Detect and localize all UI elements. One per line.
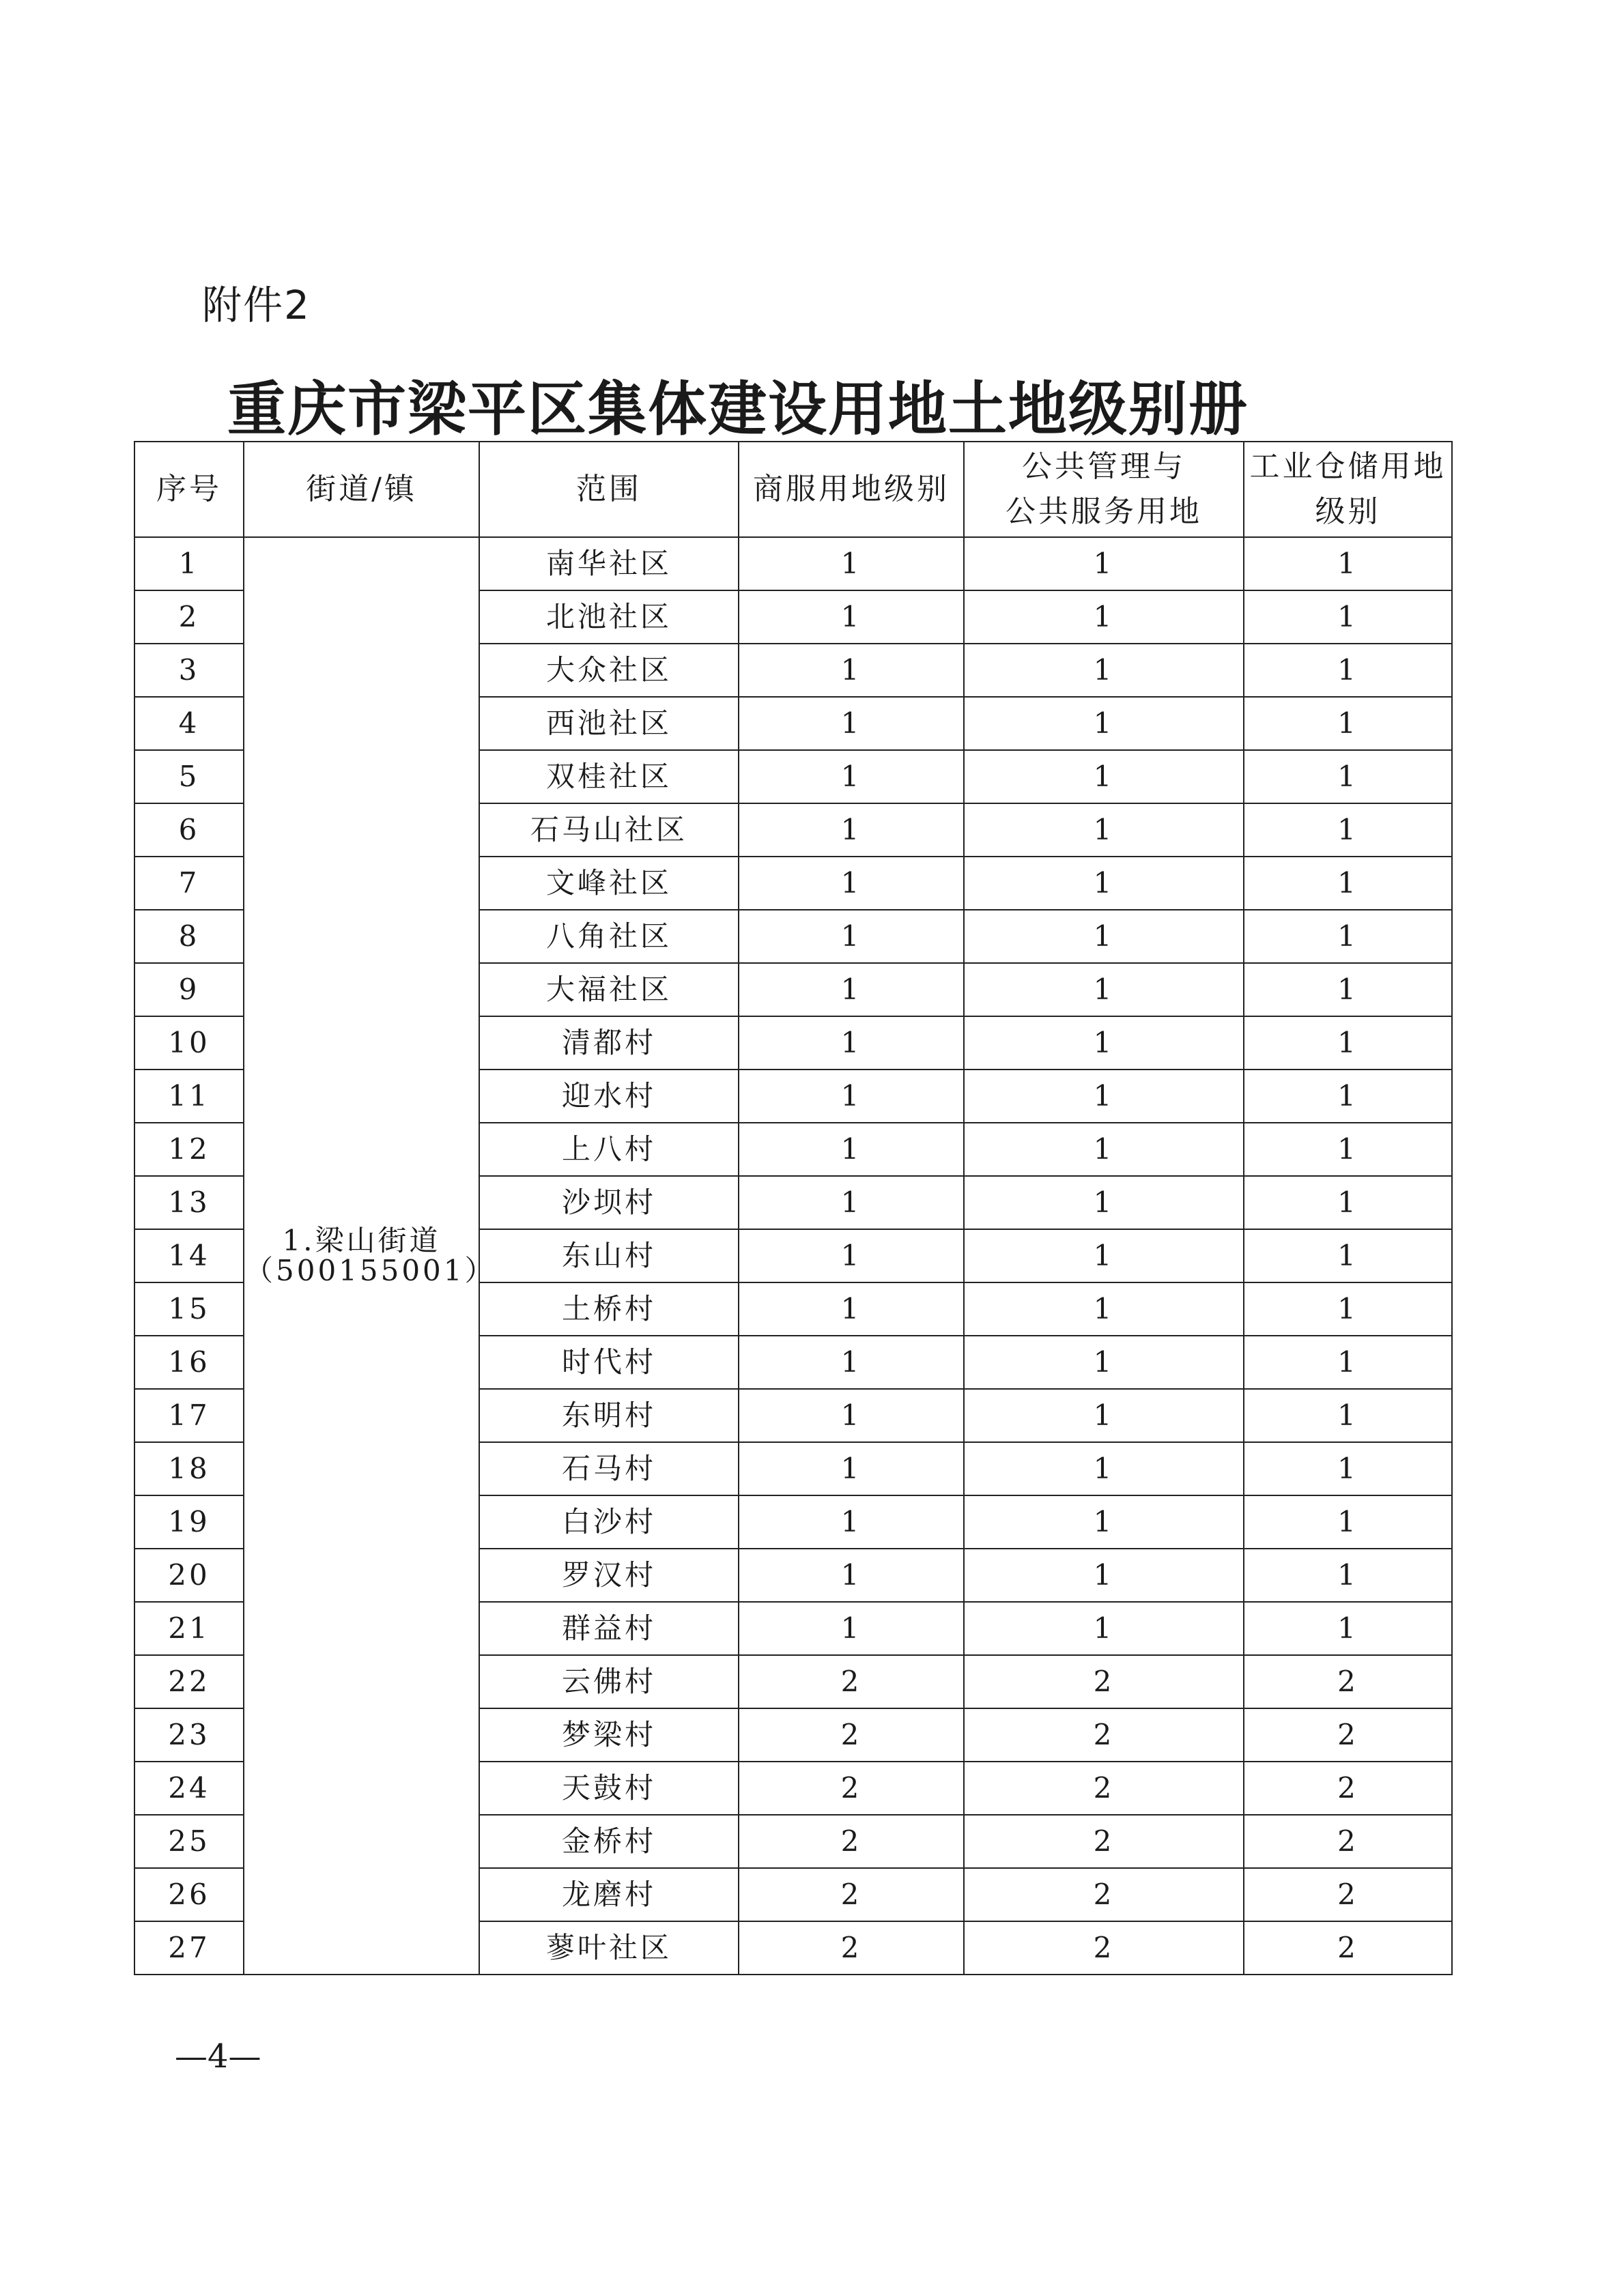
cell-scope: 梦梁村 xyxy=(479,1708,739,1762)
town-code: （500155001） xyxy=(244,1254,496,1287)
cell-seq: 18 xyxy=(134,1442,244,1495)
cell-industrial-grade: 1 xyxy=(1244,1070,1452,1123)
cell-industrial-grade: 2 xyxy=(1244,1868,1452,1921)
cell-public-service-grade: 2 xyxy=(964,1815,1244,1868)
cell-scope: 白沙村 xyxy=(479,1495,739,1549)
cell-public-service-grade: 1 xyxy=(964,1123,1244,1176)
cell-industrial-grade: 2 xyxy=(1244,1655,1452,1708)
header-public-service-grade: 公共管理与 公共服务用地 xyxy=(964,442,1244,537)
cell-commercial-grade: 2 xyxy=(739,1815,964,1868)
cell-industrial-grade: 1 xyxy=(1244,644,1452,697)
cell-industrial-grade: 1 xyxy=(1244,1336,1452,1389)
cell-industrial-grade: 1 xyxy=(1244,1016,1452,1070)
cell-public-service-grade: 1 xyxy=(964,1229,1244,1282)
cell-scope: 金桥村 xyxy=(479,1815,739,1868)
cell-scope: 天鼓村 xyxy=(479,1762,739,1815)
cell-commercial-grade: 1 xyxy=(739,537,964,590)
header-scope: 范围 xyxy=(479,442,739,537)
cell-public-service-grade: 1 xyxy=(964,1282,1244,1336)
cell-scope: 大众社区 xyxy=(479,644,739,697)
cell-public-service-grade: 2 xyxy=(964,1921,1244,1975)
cell-scope: 南华社区 xyxy=(479,537,739,590)
cell-commercial-grade: 1 xyxy=(739,857,964,910)
cell-commercial-grade: 1 xyxy=(739,1549,964,1602)
cell-industrial-grade: 1 xyxy=(1244,1495,1452,1549)
cell-industrial-grade: 1 xyxy=(1244,537,1452,590)
cell-public-service-grade: 1 xyxy=(964,1016,1244,1070)
cell-scope: 上八村 xyxy=(479,1123,739,1176)
cell-seq: 25 xyxy=(134,1815,244,1868)
cell-street-town xyxy=(244,537,496,1975)
cell-seq: 27 xyxy=(134,1921,244,1975)
cell-commercial-grade: 2 xyxy=(739,1762,964,1815)
cell-public-service-grade: 2 xyxy=(964,1868,1244,1921)
land-grade-table xyxy=(134,441,1453,1975)
cell-commercial-grade: 1 xyxy=(739,1176,964,1229)
cell-seq: 20 xyxy=(134,1549,244,1602)
cell-seq: 1 xyxy=(134,537,244,590)
cell-commercial-grade: 1 xyxy=(739,1389,964,1442)
cell-scope: 北池社区 xyxy=(479,590,739,644)
cell-seq: 6 xyxy=(134,803,244,857)
cell-seq: 5 xyxy=(134,750,244,803)
cell-public-service-grade: 1 xyxy=(964,750,1244,803)
cell-industrial-grade: 1 xyxy=(1244,697,1452,750)
cell-commercial-grade: 1 xyxy=(739,1282,964,1336)
cell-public-service-grade: 2 xyxy=(964,1655,1244,1708)
cell-public-service-grade: 1 xyxy=(964,1389,1244,1442)
cell-scope: 西池社区 xyxy=(479,697,739,750)
header-seq: 序号 xyxy=(134,442,244,537)
page-number: —4— xyxy=(175,2037,261,2076)
cell-public-service-grade: 1 xyxy=(964,644,1244,697)
cell-public-service-grade: 1 xyxy=(964,803,1244,857)
cell-commercial-grade: 1 xyxy=(739,910,964,963)
cell-scope: 东山村 xyxy=(479,1229,739,1282)
cell-seq: 8 xyxy=(134,910,244,963)
cell-scope: 八角社区 xyxy=(479,910,739,963)
cell-scope: 双桂社区 xyxy=(479,750,739,803)
cell-industrial-grade: 1 xyxy=(1244,857,1452,910)
cell-seq: 26 xyxy=(134,1868,244,1921)
cell-seq: 15 xyxy=(134,1282,244,1336)
cell-commercial-grade: 1 xyxy=(739,1016,964,1070)
cell-public-service-grade: 1 xyxy=(964,963,1244,1016)
cell-public-service-grade: 1 xyxy=(964,1336,1244,1389)
cell-industrial-grade: 1 xyxy=(1244,1176,1452,1229)
cell-seq: 14 xyxy=(134,1229,244,1282)
cell-commercial-grade: 2 xyxy=(739,1655,964,1708)
cell-seq: 9 xyxy=(134,963,244,1016)
cell-industrial-grade: 1 xyxy=(1244,590,1452,644)
cell-commercial-grade: 2 xyxy=(739,1868,964,1921)
cell-commercial-grade: 1 xyxy=(739,963,964,1016)
cell-commercial-grade: 1 xyxy=(739,750,964,803)
table-header-row xyxy=(134,442,1452,537)
cell-public-service-grade: 2 xyxy=(964,1762,1244,1815)
cell-public-service-grade: 1 xyxy=(964,910,1244,963)
cell-scope: 时代村 xyxy=(479,1336,739,1389)
cell-industrial-grade: 1 xyxy=(1244,1442,1452,1495)
document-title: 重庆市梁平区集体建设用地土地级别册 xyxy=(227,375,1249,444)
cell-seq: 24 xyxy=(134,1762,244,1815)
cell-scope: 石马村 xyxy=(479,1442,739,1495)
cell-public-service-grade: 1 xyxy=(964,590,1244,644)
table-row xyxy=(134,537,1452,590)
cell-commercial-grade: 1 xyxy=(739,1602,964,1655)
header-street: 街道/镇 xyxy=(244,442,479,537)
header-commercial-grade: 商服用地级别 xyxy=(739,442,964,537)
cell-commercial-grade: 2 xyxy=(739,1921,964,1975)
cell-commercial-grade: 1 xyxy=(739,1442,964,1495)
cell-scope: 大福社区 xyxy=(479,963,739,1016)
cell-commercial-grade: 1 xyxy=(739,1229,964,1282)
cell-public-service-grade: 2 xyxy=(964,1708,1244,1762)
cell-scope: 群益村 xyxy=(479,1602,739,1655)
cell-industrial-grade: 1 xyxy=(1244,1602,1452,1655)
cell-industrial-grade: 1 xyxy=(1244,963,1452,1016)
cell-scope: 沙坝村 xyxy=(479,1176,739,1229)
cell-commercial-grade: 1 xyxy=(739,644,964,697)
cell-industrial-grade: 1 xyxy=(1244,1282,1452,1336)
cell-industrial-grade: 1 xyxy=(1244,1389,1452,1442)
cell-commercial-grade: 1 xyxy=(739,1495,964,1549)
cell-seq: 22 xyxy=(134,1655,244,1708)
cell-commercial-grade: 1 xyxy=(739,1123,964,1176)
cell-public-service-grade: 1 xyxy=(964,1442,1244,1495)
cell-scope: 文峰社区 xyxy=(479,857,739,910)
cell-seq: 11 xyxy=(134,1070,244,1123)
cell-commercial-grade: 1 xyxy=(739,590,964,644)
cell-industrial-grade: 1 xyxy=(1244,750,1452,803)
cell-seq: 21 xyxy=(134,1602,244,1655)
cell-public-service-grade: 1 xyxy=(964,1176,1244,1229)
cell-industrial-grade: 2 xyxy=(1244,1708,1452,1762)
cell-scope: 云佛村 xyxy=(479,1655,739,1708)
cell-seq: 13 xyxy=(134,1176,244,1229)
cell-public-service-grade: 1 xyxy=(964,1495,1244,1549)
cell-seq: 16 xyxy=(134,1336,244,1389)
cell-commercial-grade: 1 xyxy=(739,1070,964,1123)
cell-industrial-grade: 2 xyxy=(1244,1815,1452,1868)
cell-industrial-grade: 1 xyxy=(1244,910,1452,963)
cell-seq: 17 xyxy=(134,1389,244,1442)
cell-commercial-grade: 1 xyxy=(739,697,964,750)
cell-industrial-grade: 2 xyxy=(1244,1762,1452,1815)
cell-commercial-grade: 2 xyxy=(739,1708,964,1762)
cell-public-service-grade: 1 xyxy=(964,537,1244,590)
cell-industrial-grade: 1 xyxy=(1244,1549,1452,1602)
cell-seq: 23 xyxy=(134,1708,244,1762)
cell-scope: 罗汉村 xyxy=(479,1549,739,1602)
cell-scope: 清都村 xyxy=(479,1016,739,1070)
cell-scope: 龙磨村 xyxy=(479,1868,739,1921)
cell-commercial-grade: 1 xyxy=(739,803,964,857)
cell-public-service-grade: 1 xyxy=(964,1070,1244,1123)
cell-industrial-grade: 1 xyxy=(1244,803,1452,857)
cell-scope: 蓼叶社区 xyxy=(479,1921,739,1975)
cell-seq: 4 xyxy=(134,697,244,750)
cell-public-service-grade: 1 xyxy=(964,697,1244,750)
cell-seq: 2 xyxy=(134,590,244,644)
cell-industrial-grade: 1 xyxy=(1244,1229,1452,1282)
cell-seq: 19 xyxy=(134,1495,244,1549)
cell-public-service-grade: 1 xyxy=(964,1549,1244,1602)
cell-public-service-grade: 1 xyxy=(964,1602,1244,1655)
cell-scope: 土桥村 xyxy=(479,1282,739,1336)
cell-seq: 3 xyxy=(134,644,244,697)
cell-seq: 7 xyxy=(134,857,244,910)
cell-scope: 东明村 xyxy=(479,1389,739,1442)
cell-industrial-grade: 1 xyxy=(1244,1123,1452,1176)
cell-industrial-grade: 2 xyxy=(1244,1921,1452,1975)
attachment-label: 附件2 xyxy=(202,282,311,328)
cell-scope: 迎水村 xyxy=(479,1070,739,1123)
cell-public-service-grade: 1 xyxy=(964,857,1244,910)
cell-commercial-grade: 1 xyxy=(739,1336,964,1389)
town-name: 1.梁山街道 xyxy=(282,1224,441,1257)
cell-seq: 12 xyxy=(134,1123,244,1176)
cell-scope: 石马山社区 xyxy=(479,803,739,857)
header-industrial-grade: 工业仓储用地 级别 xyxy=(1244,442,1452,537)
cell-seq: 10 xyxy=(134,1016,244,1070)
